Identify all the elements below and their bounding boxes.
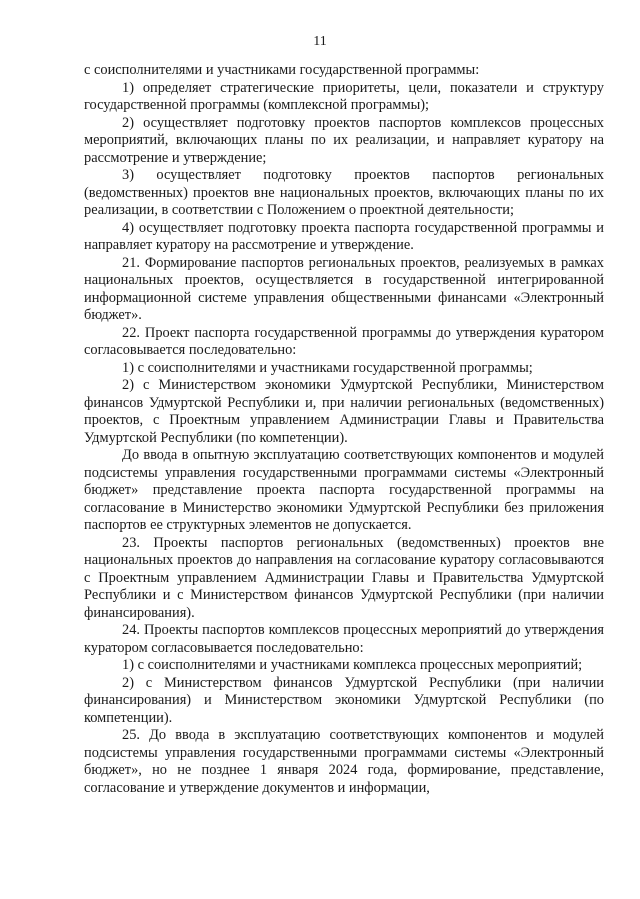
paragraph: 2) с Министерством финансов Удмуртской Республики (при наличии финансирования) и Министерством экономики Удмуртской Республики (по компетенции).: [84, 674, 604, 726]
paragraph: 2) с Министерством экономики Удмуртской Республики, Министерством финансов Удмуртской Республики и, при наличии региональных (ведомственных) проектов, с Проектным управлением Администрации Главы и Правительства Удмуртской Республики (по компетенции).: [84, 377, 604, 446]
paragraph: 3) осуществляет подготовку проектов паспортов региональных (ведомственных) проектов вне национальных проектов, включающих планы по их реализации, в соответствии с Положением о проектной деятельности;: [84, 167, 604, 218]
paragraph: 1) с соисполнителями и участниками государственной программы;: [122, 359, 533, 376]
paragraph: 1) с соисполнителями и участниками комплекса процессных мероприятий;: [122, 657, 583, 673]
paragraph: с соисполнителями и участниками государственной программы:: [84, 62, 480, 78]
page-number: 11: [313, 34, 327, 49]
paragraph: 1) определяет стратегические приоритеты, цели, показатели и структуру государственной программы (комплексной программы);: [84, 79, 604, 113]
paragraph: До ввода в опытную эксплуатацию соответствующих компонентов и модулей подсистемы управления государственными программами системы «Электронный бюджет» представление проекта паспорта государственной программы на согласование в Министерство экономики Удмуртской Республики без приложения паспортов ее структурных элементов не допускается.: [84, 447, 604, 533]
paragraph: 25. До ввода в эксплуатацию соответствующих компонентов и модулей подсистемы управления государственными программами системы «Электронный бюджет», но не позднее 1 января 2024 года, формирование, представление, согласование и утверждение документов и информации,: [84, 727, 604, 796]
paragraph: 4) осуществляет подготовку проекта паспорта государственной программы и направляет куратору на рассмотрение и утверждение.: [84, 219, 604, 253]
paragraph: 21. Формирование паспортов региональных проектов, реализуемых в рамках национальных проектов, осуществляется в государственной интегрированной информационной системе управления общественными финансами «Электронный бюджет».: [84, 254, 604, 323]
document-body: [84, 62, 604, 797]
paragraph: 2) осуществляет подготовку проектов паспортов комплексов процессных мероприятий, включающих планы по их реализации, и направляет куратору на рассмотрение и утверждение;: [84, 114, 604, 166]
paragraph: 22. Проект паспорта государственной программы до утверждения куратором согласовывается последовательно:: [84, 324, 604, 358]
paragraph: 24. Проекты паспортов комплексов процессных мероприятий до утверждения куратором согласовывается последовательно:: [84, 622, 604, 656]
paragraph: 23. Проекты паспортов региональных (ведомственных) проектов вне национальных проектов до направления на согласование куратору согласовываются с Проектным управлением Администрации Главы и Правительства Удмуртской Республики и с Министерством финансов Удмуртской Республики (при наличии финансирования).: [84, 534, 604, 621]
